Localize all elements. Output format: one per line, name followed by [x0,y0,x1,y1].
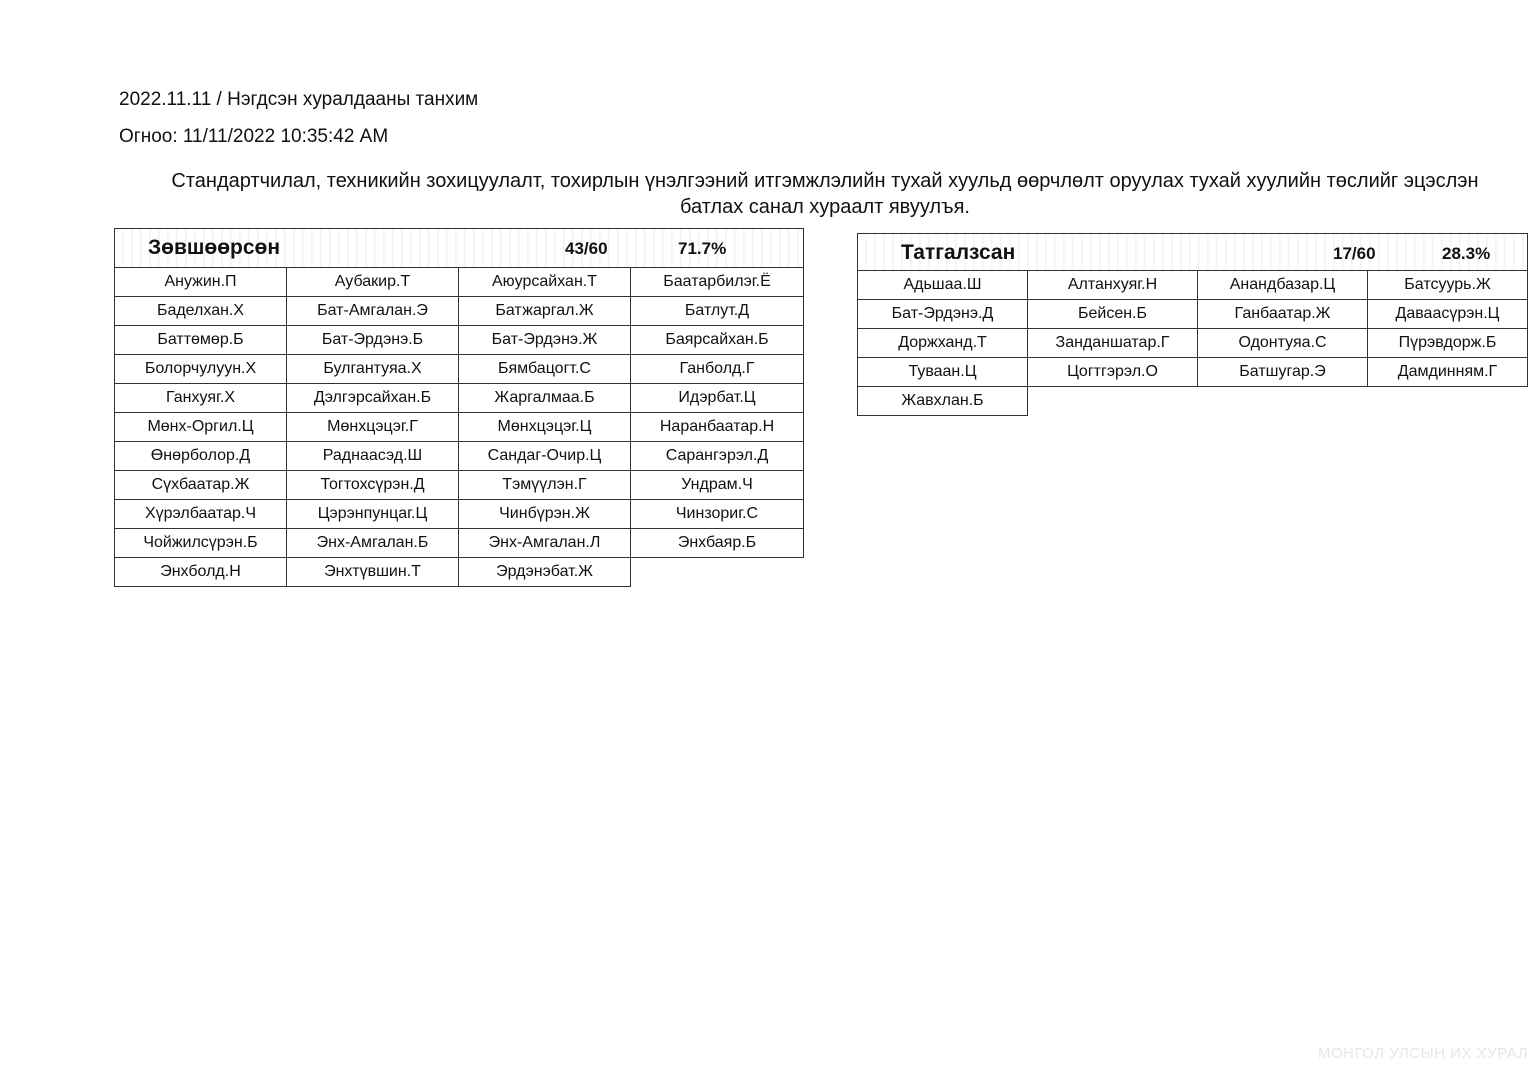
empty-cell [1028,387,1198,416]
session-title: 2022.11.11 / Нэгдсэн хуралдааны танхим [119,89,479,110]
member-name: Баттөмөр.Б [115,326,287,355]
member-name: Болорчулуун.Х [115,355,287,384]
vote-date: Огноо: 11/11/2022 10:35:42 AM [119,126,389,147]
member-name: Мөнх-Оргил.Ц [115,413,287,442]
member-name: Хүрэлбаатар.Ч [115,500,287,529]
member-name: Баделхан.Х [115,297,287,326]
rejected-header [858,234,1528,271]
member-name: Энхбаяр.Б [631,529,804,558]
rejected-row [858,329,1528,358]
member-name: Мөнхцэцэг.Ц [459,413,631,442]
member-name: Мөнхцэцэг.Г [287,413,459,442]
member-name: Дэлгэрсайхан.Б [287,384,459,413]
member-name: Батшугар.Э [1198,358,1368,387]
member-name: Жаргалмаа.Б [459,384,631,413]
member-name: Анандбазар.Ц [1198,271,1368,300]
rejected-row [858,271,1528,300]
member-name: Баатарбилэг.Ё [631,268,804,297]
approved-title: Зөвшөөрсөн [148,236,281,259]
member-name: Туваан.Ц [858,358,1028,387]
approved-row [115,529,804,558]
member-name: Энх-Амгалан.Л [459,529,631,558]
member-name: Тогтохсүрэн.Д [287,471,459,500]
member-name: Дамдинням.Г [1368,358,1528,387]
member-name: Батсуурь.Ж [1368,271,1528,300]
member-name: Одонтуяа.С [1198,329,1368,358]
member-name: Алтанхуяг.Н [1028,271,1198,300]
approved-row [115,326,804,355]
member-name: Даваасүрэн.Ц [1368,300,1528,329]
member-name: Чинзориг.С [631,500,804,529]
empty-cell [1198,387,1368,416]
member-name: Сарангэрэл.Д [631,442,804,471]
rejected-title: Татгалзсан [901,241,1016,264]
member-name: Бат-Эрдэнэ.Ж [459,326,631,355]
approved-header [115,229,804,268]
member-name: Энхтүвшин.Т [287,558,459,587]
member-name: Жавхлан.Б [858,387,1028,416]
member-name: Цогтгэрэл.О [1028,358,1198,387]
member-name: Аубакир.Т [287,268,459,297]
approved-percent: 71.7% [678,239,727,258]
member-name: Бямбацогт.С [459,355,631,384]
member-name: Баярсайхан.Б [631,326,804,355]
member-name: Өнөрболор.Д [115,442,287,471]
member-name: Энхболд.Н [115,558,287,587]
approved-count: 43/60 [565,239,608,258]
member-name: Булгантуяа.Х [287,355,459,384]
vote-subject: Стандартчилал, техникийн зохицуулалт, тохирлын үнэлгээний итгэмжлэлийн тухай хуульд өөрчлөлт оруулах тухай хуулийн төслийг эцэслэн батлах санал хураалт явуулъя. [171,170,1479,218]
member-name: Бат-Амгалан.Э [287,297,459,326]
approved-row [115,297,804,326]
member-name: Ганбаатар.Ж [1198,300,1368,329]
approved-row [115,384,804,413]
member-name: Занданшатар.Г [1028,329,1198,358]
approved-row [115,500,804,529]
approved-row [115,442,804,471]
member-name: Идэрбат.Ц [631,384,804,413]
approved-row [115,413,804,442]
empty-cell [631,558,804,587]
member-name: Цэрэнпунцаг.Ц [287,500,459,529]
member-name: Батжаргал.Ж [459,297,631,326]
member-name: Эрдэнэбат.Ж [459,558,631,587]
member-name: Бат-Эрдэнэ.Д [858,300,1028,329]
member-name: Пүрэвдорж.Б [1368,329,1528,358]
rejected-row [858,300,1528,329]
watermark: МОНГОЛ УЛСЫН ИХ ХУРАЛ [1318,1045,1528,1062]
member-name: Сандаг-Очир.Ц [459,442,631,471]
approved-row [115,558,804,587]
rejected-percent: 28.3% [1442,244,1491,263]
approved-table [114,228,804,587]
member-name: Чинбүрэн.Ж [459,500,631,529]
member-name: Наранбаатар.Н [631,413,804,442]
empty-cell [1368,387,1528,416]
member-name: Ганхуяг.Х [115,384,287,413]
member-name: Энх-Амгалан.Б [287,529,459,558]
approved-row [115,471,804,500]
rejected-row [858,358,1528,387]
member-name: Батлут.Д [631,297,804,326]
member-name: Доржханд.Т [858,329,1028,358]
member-name: Раднаасэд.Ш [287,442,459,471]
member-name: Бейсен.Б [1028,300,1198,329]
member-name: Ганболд.Г [631,355,804,384]
rejected-row [858,387,1528,416]
member-name: Сүхбаатар.Ж [115,471,287,500]
member-name: Чойжилсүрэн.Б [115,529,287,558]
approved-row [115,355,804,384]
member-name: Тэмүүлэн.Г [459,471,631,500]
member-name: Анужин.П [115,268,287,297]
member-name: Ундрам.Ч [631,471,804,500]
rejected-count: 17/60 [1333,244,1376,263]
member-name: Аюурсайхан.Т [459,268,631,297]
member-name: Адьшаа.Ш [858,271,1028,300]
approved-row [115,268,804,297]
rejected-table [857,233,1528,416]
member-name: Бат-Эрдэнэ.Б [287,326,459,355]
